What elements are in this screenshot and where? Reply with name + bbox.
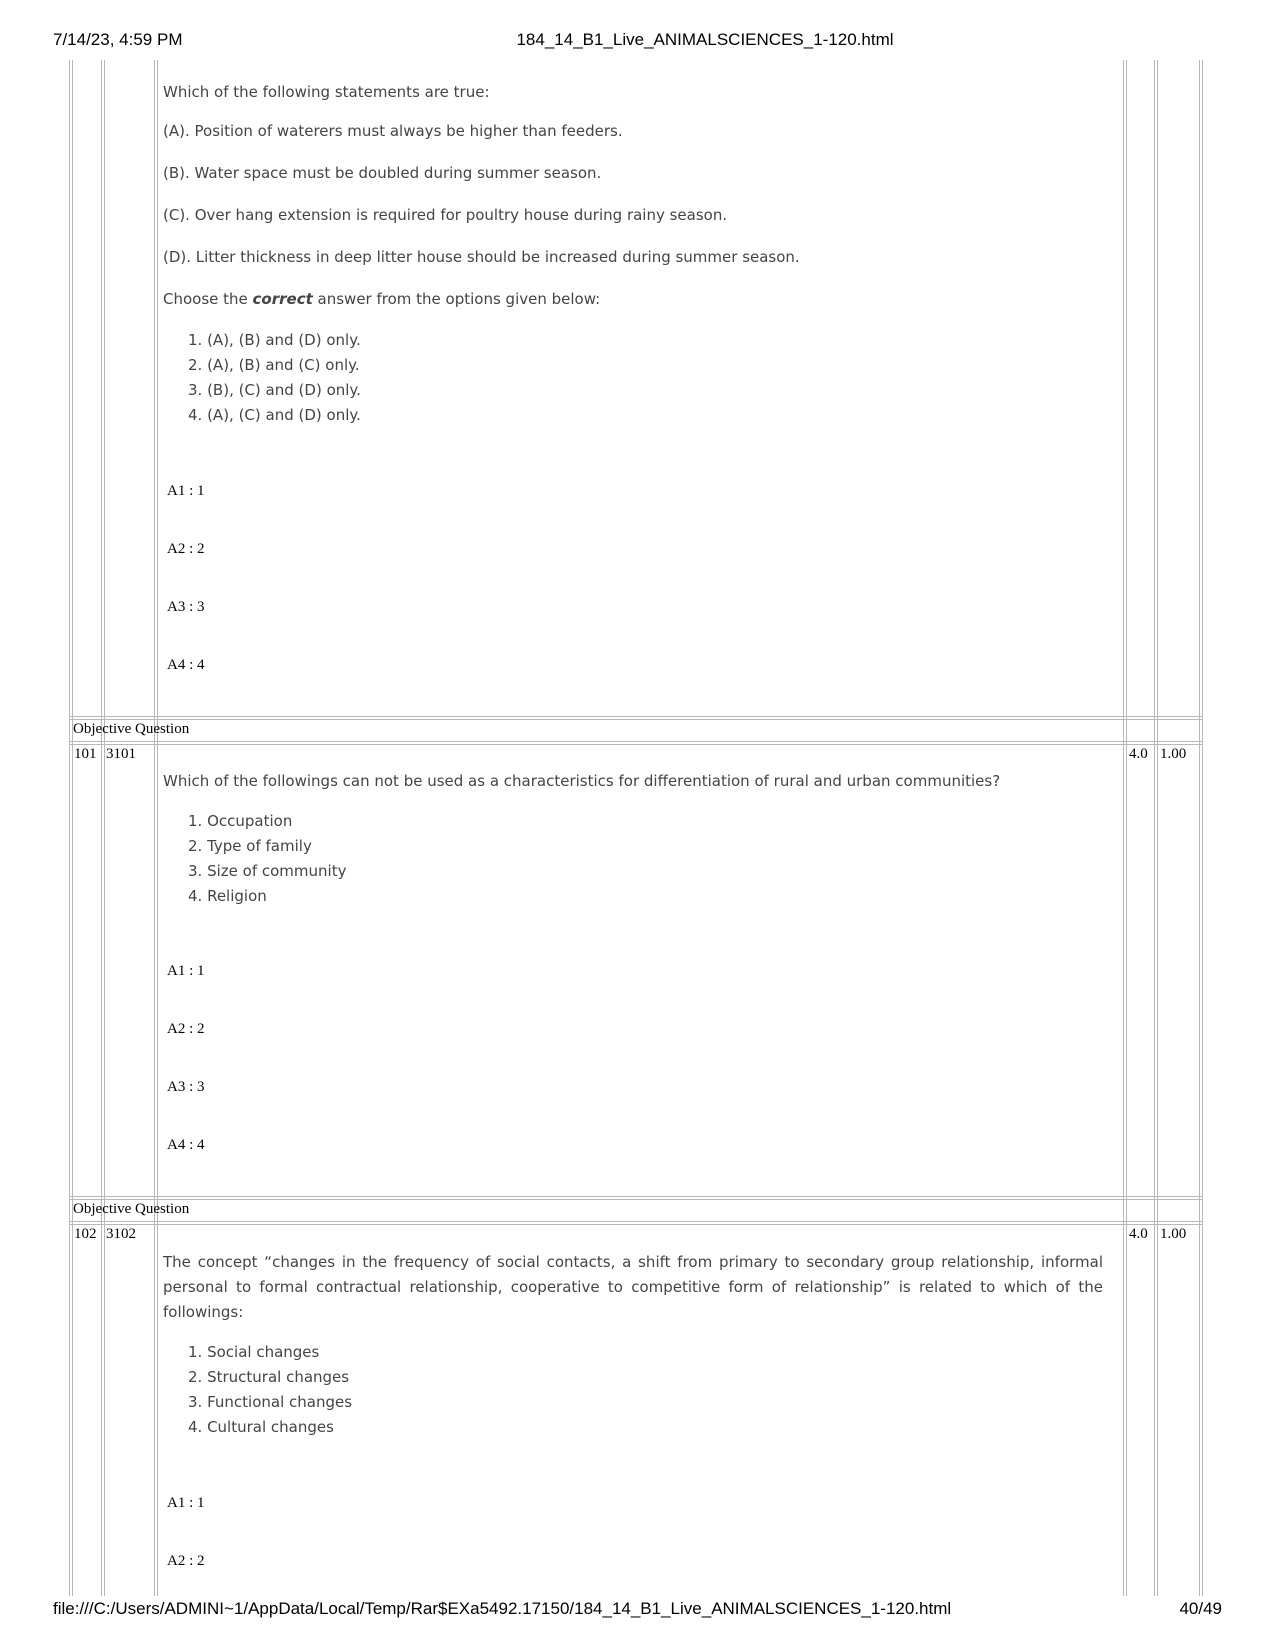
option-item: 2. Type of family [188,837,312,855]
negative-marks: 1.00 [1160,746,1187,762]
marks: 4.0 [1129,746,1148,762]
answer-key: A1 : 1 [167,1495,205,1511]
section-label: Objective Question [73,721,190,737]
answer-key: A4 : 4 [167,1137,205,1153]
option-item: 2. Structural changes [188,1368,350,1386]
option-item: 4. Religion [188,887,267,905]
page-number: 40/49 [1179,1599,1222,1618]
question-id: 3102 [106,1226,136,1242]
answer-key: A1 : 1 [167,483,205,499]
options-list [188,809,346,909]
option-item: 3. (B), (C) and (D) only. [188,381,361,399]
answer-key: A3 : 3 [167,1079,205,1095]
statement-a: (A). Position of waterers must always be higher than feeders. [163,122,623,140]
option-item: 1. Occupation [188,812,293,830]
option-item: 3. Functional changes [188,1393,353,1411]
negative-marks: 1.00 [1160,1226,1187,1242]
statement-c: (C). Over hang extension is required for poultry house during rainy season. [163,206,728,224]
answer-key: A4 : 4 [167,657,205,673]
option-item: 4. (A), (C) and (D) only. [188,406,361,424]
question-id: 3101 [106,746,136,762]
option-item: 1. (A), (B) and (D) only. [188,331,361,349]
file-path: file:///C:/Users/ADMINI~1/AppData/Local/Temp/Rar$EXa5492.17150/184_14_B1_Live_ANIMALSCIENCES_1-120.html [53,1599,952,1618]
answer-key: A2 : 2 [167,1553,205,1569]
options-list [188,1340,352,1440]
option-item: 3. Size of community [188,862,347,880]
question-number: 102 [74,1226,97,1242]
answer-key: A2 : 2 [167,1021,205,1037]
options-list [188,328,361,428]
question-number: 101 [74,746,97,762]
statement-d: (D). Litter thickness in deep litter house should be increased during summer season. [163,248,800,266]
marks: 4.0 [1129,1226,1148,1242]
document-title: 184_14_B1_Live_ANIMALSCIENCES_1-120.html [516,30,894,49]
choose-instruction: Choose the correct answer from the options given below: [163,290,601,308]
print-datetime: 7/14/23, 4:59 PM [53,30,183,49]
answer-key: A2 : 2 [167,541,205,557]
answer-key: A3 : 3 [167,599,205,615]
option-item: 2. (A), (B) and (C) only. [188,356,360,374]
option-item: 4. Cultural changes [188,1418,334,1436]
option-item: 1. Social changes [188,1343,320,1361]
answer-key: A1 : 1 [167,963,205,979]
question-intro: Which of the following statements are true: [163,83,490,101]
section-label: Objective Question [73,1201,190,1217]
question-text: Which of the followings can not be used as a characteristics for differentiation of rural and urban communities? [163,772,1001,790]
statement-b: (B). Water space must be doubled during summer season. [163,164,602,182]
question-text: The concept “changes in the frequency of social contacts, a shift from primary to secondary group relationship, informal personal to formal contractual relationship, cooperative to competitive form of relationship” is related to which of the followings: [163,1253,1103,1321]
